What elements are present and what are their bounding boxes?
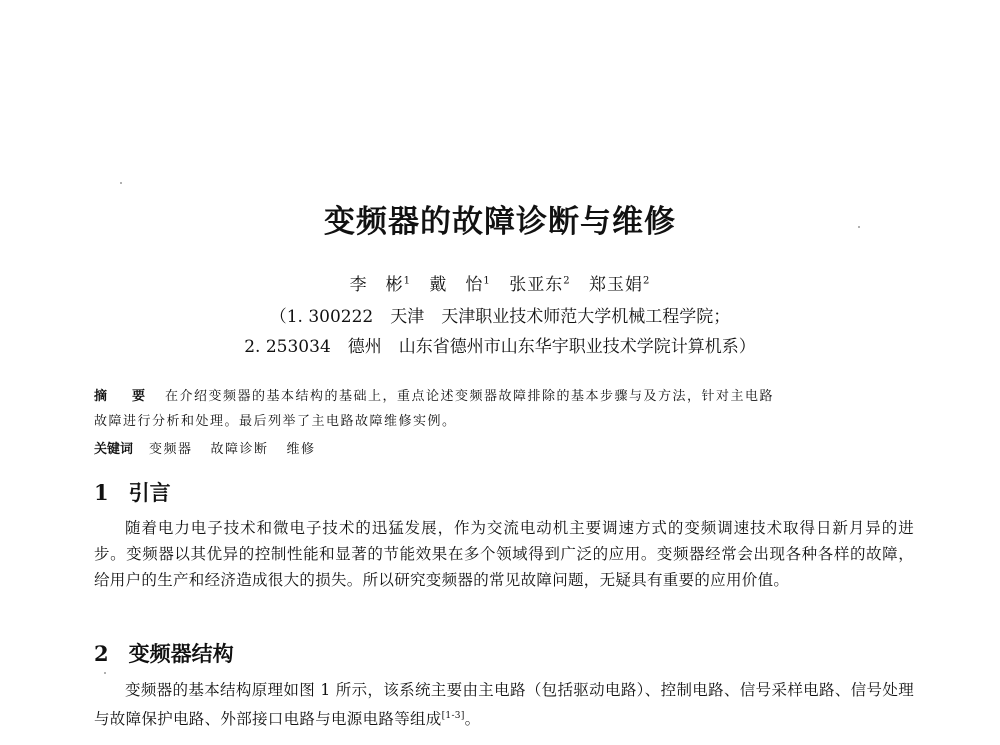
keyword: 故障诊断 (210, 442, 269, 457)
abstract (94, 384, 914, 409)
author-list (0, 270, 1000, 295)
section-number: 2 (94, 641, 109, 666)
author: 李 彬$^1$ (349, 275, 412, 295)
abstract-line-1: 在介绍变频器的基本结构的基础上，重点论述变频器故障排除的基本步骤与及方法，针对主电路 (165, 389, 775, 404)
citation: [1-3] (441, 711, 465, 721)
keyword: 维修 (286, 442, 316, 457)
author: 郑玉娟$^2$ (588, 275, 651, 295)
keywords-label: 关键词 (94, 442, 134, 457)
scan-speck (120, 182, 122, 184)
scan-speck (104, 672, 106, 674)
section-title: 变频器结构 (128, 641, 234, 666)
abstract-line-2: 故障进行分析和处理。最后列举了主电路故障维修实例。 (94, 414, 457, 429)
section-2-heading (94, 638, 234, 668)
section-title: 引言 (128, 480, 171, 505)
abstract-label: 摘 要 (94, 389, 152, 404)
author: 戴 怡$^1$ (429, 275, 491, 295)
section-2-paragraph: 变频器的基本结构原理如图 1 所示，该系统主要由主电路（包括驱动电路）、控制电路、信号采样电路、信号处理与故障保护电路、外部接口电路与电源电路等组成[1-3]。 (94, 681, 914, 729)
paper-title: 变频器的故障诊断与维修 (324, 204, 676, 240)
section-1-paragraph: 随着电力电子技术和微电子技术的迅猛发展，作为交流电动机主要调速方式的变频调速技术取得日新月异的进步。变频器以其优异的控制性能和显著的节能效果在多个领域得到广泛的应用。变频器经常会出现各种各样的故障，给用户的生产和经济造成很大的损失。所以研究变频器的常见故障问题，无疑具有重要的应用价值。 (94, 519, 914, 589)
section-1-heading (94, 477, 171, 507)
keywords (94, 437, 914, 462)
keyword: 变频器 (149, 442, 193, 457)
section-number: 1 (94, 480, 109, 505)
affiliation-2: 2. 253034 德州 山东省德州市山东华宇职业技术学院计算机系） (244, 337, 756, 357)
author: 张亚东$^2$ (509, 275, 571, 295)
affiliation-1: （1. 300222 天津 天津职业技术师范大学机械工程学院； (269, 307, 731, 327)
